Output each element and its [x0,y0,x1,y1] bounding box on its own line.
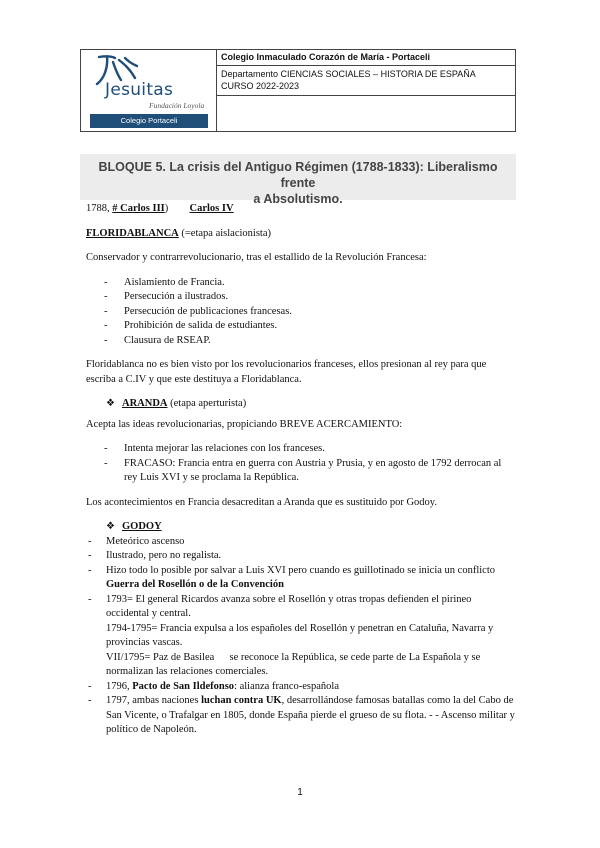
intro-line [86,202,516,217]
aranda-stage: (etapa aperturista) [167,398,247,409]
department-name: Departamento CIENCIAS SOCIALES – HISTORIA DE ESPAÑA [221,69,476,79]
empty-cell [217,96,516,132]
list-item: - Persecución a ilustrados. [86,290,516,305]
godoy-heading [86,520,516,535]
godoy-i4-basilea-detail: se reconoce la República, se cede parte de La Española y se normalizan las relaciones comerciales. [106,651,481,677]
list-item [86,694,516,738]
page-number: 1 [297,787,303,798]
aranda-desc: Acepta las ideas revolucionarias, propiciando BREVE ACERCAMIENTO: [86,418,403,430]
floridablanca-desc: Conservador y contrarrevolucionario, tras el estallido de la Revolución Francesa: [86,252,427,263]
godoy-i4-1795 [106,651,516,680]
godoy-i5-pacto: Pacto de San Ildefonso [132,680,235,692]
list-item [86,564,516,593]
godoy-i4-basilea: VII/1795= Paz de Basilea [106,651,215,663]
school-logo [81,50,217,132]
bloque-title-line2: a Absolutismo. [253,192,343,206]
floridablanca-closing: Floridablanca no es bien visto por los revolucionarios franceses, ellos presionan al rey para que escriba a C.IV y que este destituya a Floridablanca. [86,359,487,385]
aranda-list [86,442,516,486]
list-item [86,680,516,695]
floridablanca-name: FLORIDABLANCA [86,227,179,239]
list-item [86,593,516,680]
godoy-i3-bold: Guerra del Rosellón o de la Convención [106,579,284,590]
floridablanca-stage: (=etapa aislacionista) [178,227,271,239]
godoy-i4-1793: - 1793= El general Ricardos avanza sobre el Rosellón y otras tropas defienden el pirineo occidental y central. [106,593,472,619]
aranda-name: ARANDA [122,398,168,409]
floridablanca-heading [86,227,516,242]
school-name-cell [217,50,516,66]
bloque-title [80,154,516,206]
logo-wordmark: Jesuitas [105,80,174,100]
department-cell [217,66,516,96]
diamond-bullet-icon: ❖ [106,521,115,532]
aranda-heading [86,397,516,412]
godoy-i6-detail: , desarrollándose famosas batallas como la del Cabo de San Vicente, o Trafalgar en 1805, donde España pierde el grueso de su flota. - - Ascenso militar y político de Napoleón. [106,695,515,735]
godoy-i3-text: Hizo todo lo posible por salvar a Luis XVI pero cuando es guillotinado se inicia un conflicto [106,564,495,576]
logo-subtitle: Fundación Loyola [149,101,205,110]
list-item: - Prohibición de salida de estudiantes. [86,319,516,334]
godoy-i5-detail: : alianza franco-española [234,680,340,692]
logo-band: Colegio Portaceli [90,114,208,128]
list-item: - Aislamiento de Francia. [86,276,516,291]
intro-year: 1788, [86,203,110,214]
floridablanca-list [86,276,516,349]
godoy-i6-text: 1797, ambas naciones [106,695,202,706]
list-item: - FRACASO: Francia entra en guerra con Austria y Prusia, y en agosto de 1792 derrocan al rey Luis XVI y se proclama la República. [86,457,516,486]
document-body [86,202,516,748]
intro-paren: ) [164,203,169,214]
course-year: CURSO 2022-2023 [221,81,300,91]
godoy-i4-1794: 1794-1795= Francia expulsa a los españoles del Rosellón y penetran en Cataluña, Navarra y provincias vascas. [106,622,494,648]
godoy-i6-bold: luchan contra UK [201,695,282,706]
intro-carlos4: Carlos IV [189,203,234,214]
intro-carlos3: # Carlos III [112,203,165,214]
list-item: - Ilustrado, pero no regalista. [86,549,516,564]
list-item: - Meteórico ascenso [86,535,516,550]
godoy-list [86,535,516,738]
school-name: Colegio Inmaculado Corazón de María - Portaceli [221,52,431,62]
list-item: - Intenta mejorar las relaciones con los franceses. [86,442,516,457]
godoy-name: GODOY [122,521,162,532]
list-item: - Clausura de RSEAP. [86,334,516,349]
diamond-bullet-icon: ❖ [106,398,115,409]
bloque-title-line1: BLOQUE 5. La crisis del Antiguo Régimen (1788-1833): Liberalismo frente [98,160,498,190]
header-table [80,49,516,132]
godoy-i5-year: 1796, [106,680,133,692]
list-item: - Persecución de publicaciones francesas. [86,305,516,320]
aranda-closing: Los acontecimientos en Francia desacreditan a Aranda que es sustituido por Godoy. [86,496,437,508]
